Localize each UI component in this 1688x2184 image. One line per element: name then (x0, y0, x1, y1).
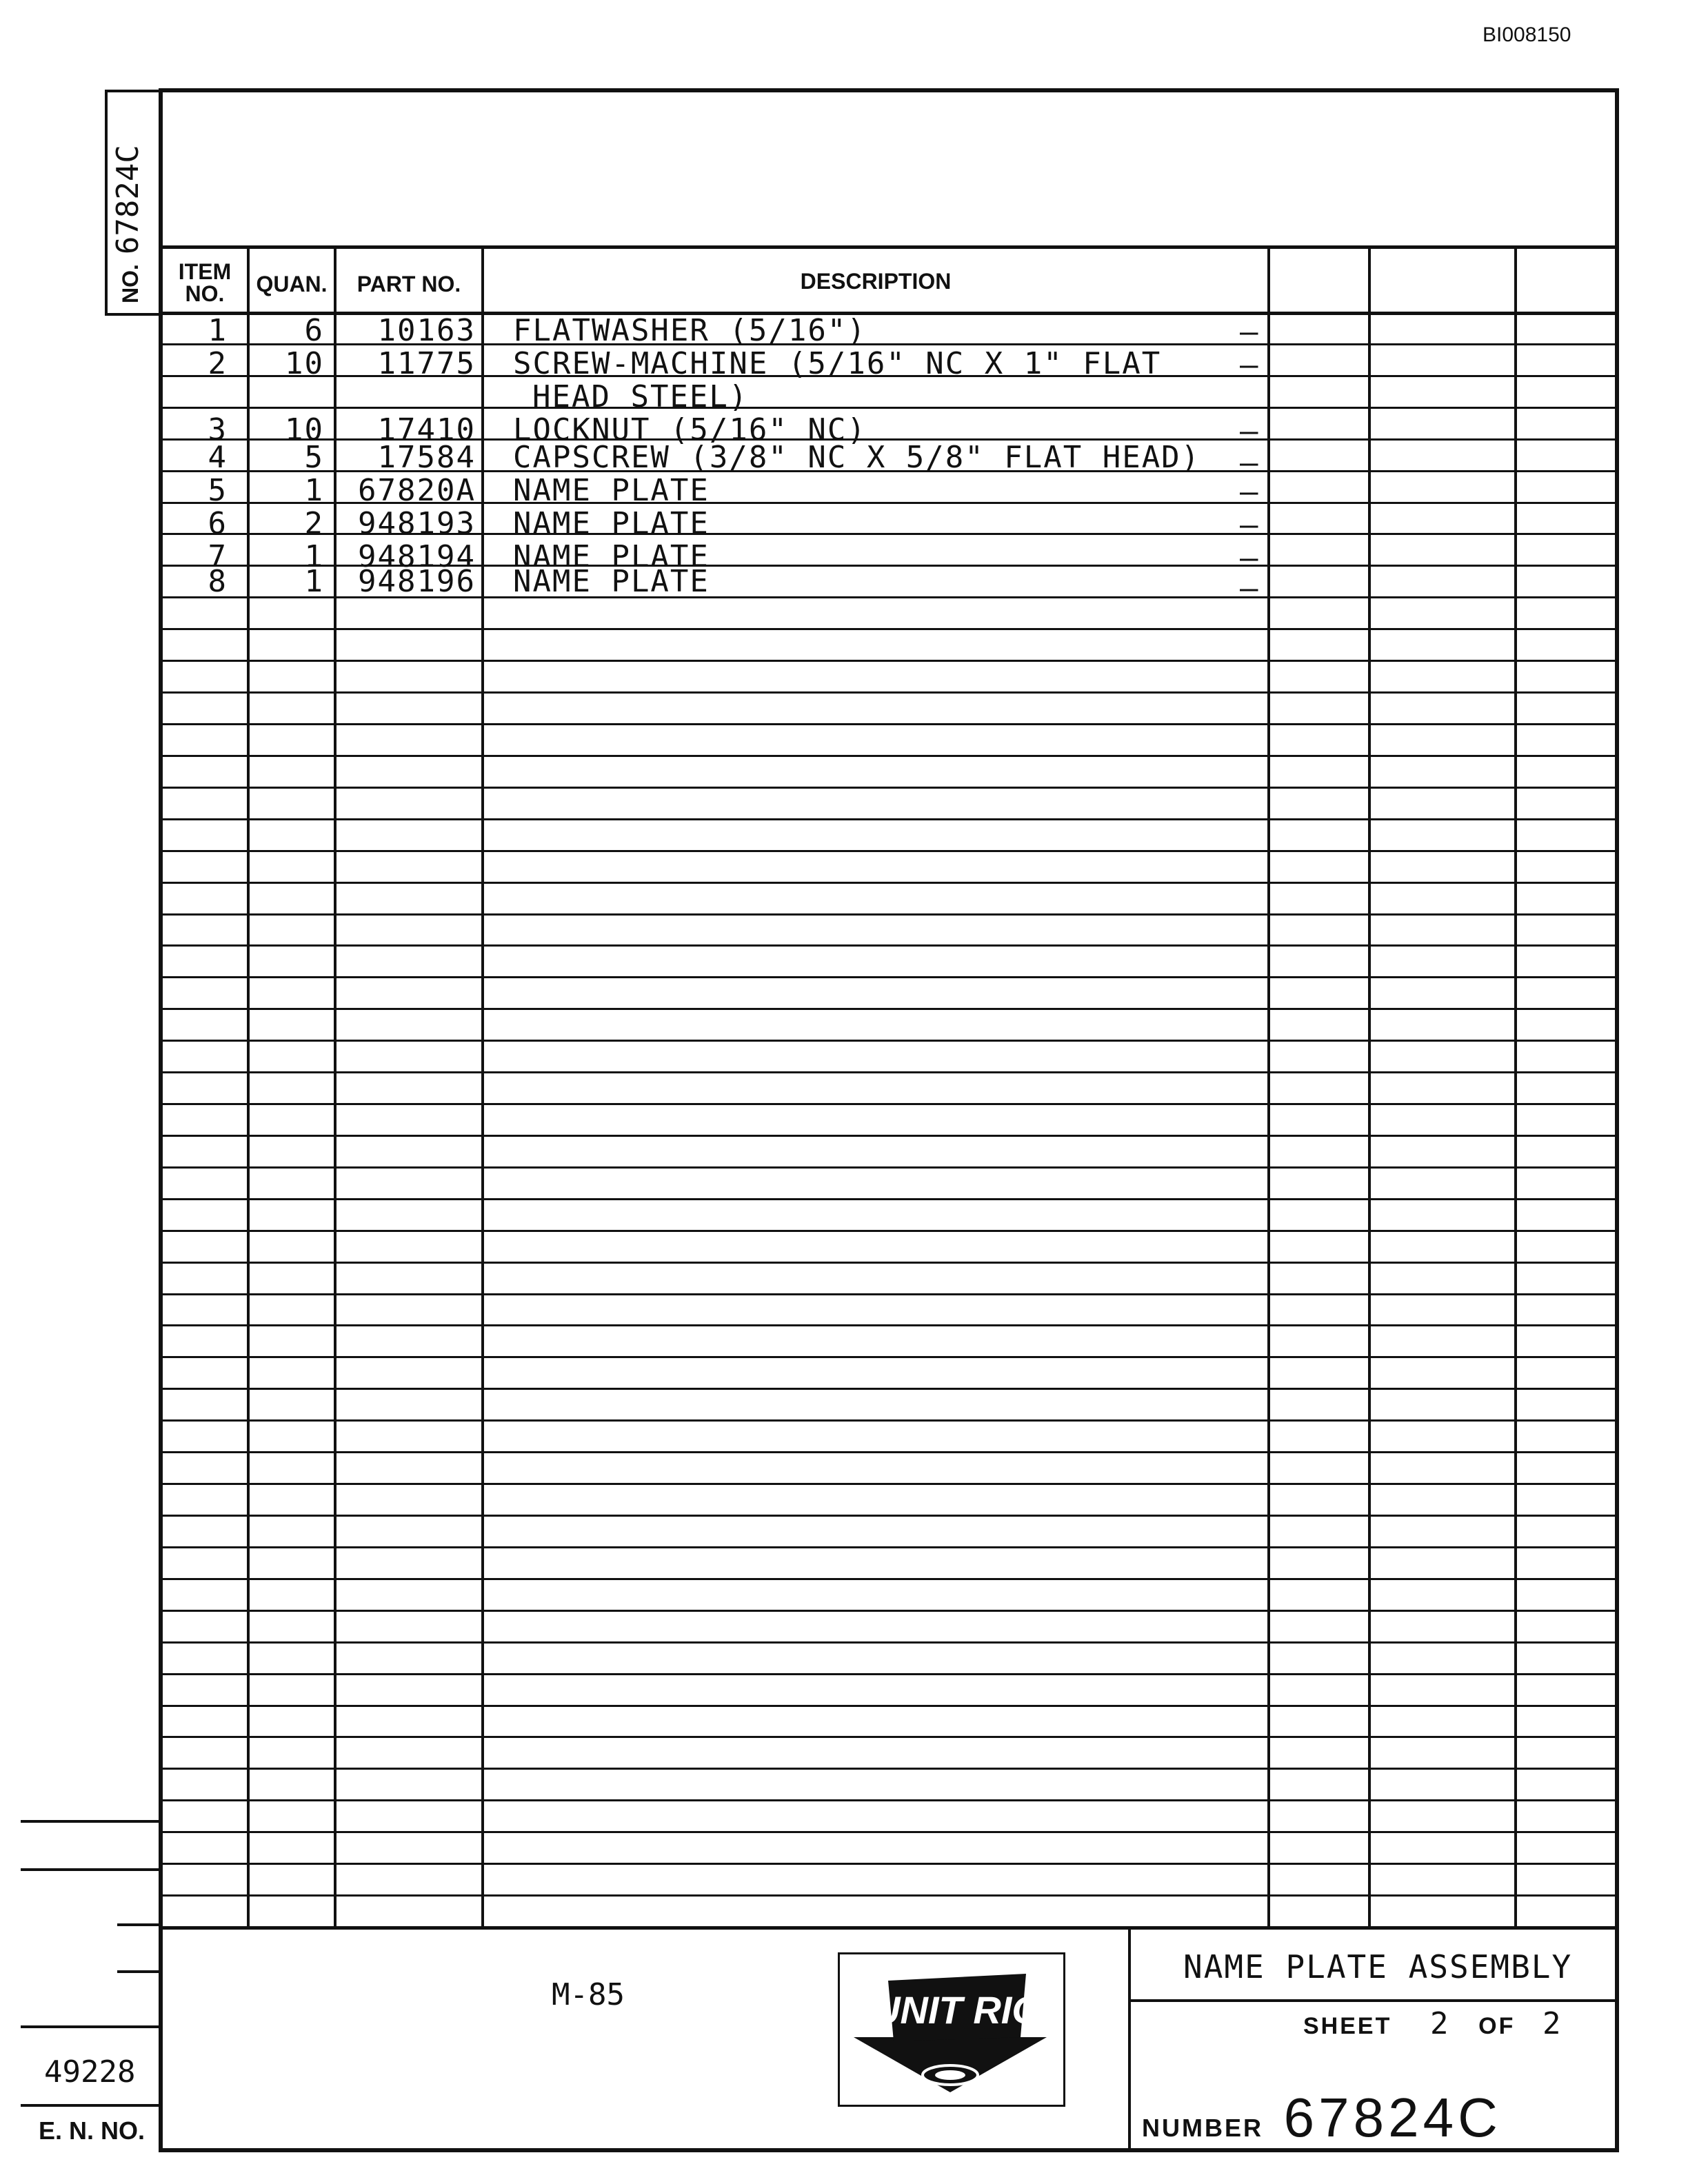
title-block-top-rule (159, 1926, 1619, 1930)
row-mark: — (1240, 540, 1258, 576)
sheet-number: 2 (1430, 2006, 1449, 2041)
description: LOCKNUT (5/16" NC) (513, 412, 867, 447)
row-mark: — (1240, 347, 1258, 383)
quantity: 10 (285, 346, 324, 381)
row-rule (163, 660, 1619, 662)
row-rule (163, 1198, 1619, 1200)
row-rule (163, 944, 1619, 947)
side-drawing-number (110, 90, 145, 303)
en-column-rule (159, 1820, 161, 2152)
quantity: 10 (285, 412, 324, 447)
item-no: 3 (208, 412, 228, 447)
revision-line (21, 2104, 160, 2107)
row-rule (163, 1483, 1619, 1485)
header-item-line2: NO. (185, 281, 225, 306)
header-item-line1: ITEM (178, 259, 232, 284)
row-rule (163, 755, 1619, 757)
part-number: 948196 (358, 564, 476, 599)
row-rule (163, 1071, 1619, 1073)
header-item-no (163, 261, 247, 305)
quantity: 2 (304, 506, 324, 541)
row-rule (163, 1419, 1619, 1422)
row-rule (163, 1262, 1619, 1264)
quantity: 6 (304, 313, 324, 348)
header-part-no: PART NO. (356, 272, 461, 296)
side-number-prefix: NO. (118, 264, 143, 303)
title-block-mid-rule (1128, 1999, 1619, 2002)
header-quan: QUAN. (256, 272, 328, 296)
row-mark: — (1240, 314, 1258, 350)
model-number: M-85 (552, 1977, 625, 2012)
row-rule (163, 1799, 1619, 1801)
row-rule (163, 1673, 1619, 1675)
item-no: 8 (208, 564, 228, 599)
row-mark: — (1240, 474, 1258, 509)
row-rule (163, 1008, 1619, 1010)
row-rule (163, 787, 1619, 789)
row-rule (163, 1831, 1619, 1833)
description: CAPSCREW (3/8" NC X 5/8" FLAT HEAD) (513, 440, 1201, 475)
part-number: 17584 (377, 440, 476, 475)
row-rule (163, 691, 1619, 694)
row-rule (163, 913, 1619, 916)
part-number: 948193 (358, 506, 476, 541)
row-rule (163, 1324, 1619, 1326)
row-rule (163, 1356, 1619, 1358)
description: SCREW-MACHINE (5/16" NC X 1" FLAT (513, 346, 1162, 381)
row-rule (163, 1515, 1619, 1517)
description: NAME PLATE (513, 473, 710, 508)
sheet-total: 2 (1543, 2006, 1561, 2041)
engineering-number: 49228 (44, 2054, 136, 2090)
row-rule (163, 407, 1619, 409)
drawing-title: NAME PLATE ASSEMBLY (1183, 1948, 1573, 1985)
row-mark: — (1240, 445, 1258, 481)
quantity: 5 (304, 440, 324, 475)
item-no: 7 (208, 539, 228, 574)
row-rule (163, 818, 1619, 820)
row-rule (163, 1578, 1619, 1580)
item-no: 4 (208, 440, 228, 475)
part-number: 10163 (377, 313, 476, 348)
drawing-number-block (1142, 2086, 1502, 2150)
description: NAME PLATE (513, 539, 710, 574)
row-rule (163, 1135, 1619, 1137)
row-rule (163, 1040, 1619, 1042)
item-no: 2 (208, 346, 228, 381)
row-rule (163, 1546, 1619, 1548)
row-mark: — (1240, 507, 1258, 543)
logo-text: UNIT RIG (872, 1988, 1042, 2032)
revision-line (117, 1970, 160, 1973)
row-rule (163, 1388, 1619, 1390)
row-rule (163, 1103, 1619, 1105)
title-block-divider (1128, 1926, 1131, 2152)
revision-line (21, 1820, 160, 1823)
header-top-rule (159, 245, 1619, 249)
revision-line (21, 2025, 160, 2028)
engineering-number-label: E. N. NO. (39, 2116, 145, 2145)
part-number: 948194 (358, 539, 476, 574)
drawing-number: 67824C (1283, 2087, 1502, 2148)
row-rule (163, 1610, 1619, 1612)
revision-line (21, 1868, 160, 1871)
revision-line (117, 1923, 160, 1926)
description: NAME PLATE (513, 564, 710, 599)
row-rule (163, 1736, 1619, 1738)
row-rule (163, 1166, 1619, 1169)
quantity: 1 (304, 473, 324, 508)
unit-rig-logo-icon (840, 1954, 1063, 2105)
side-number-value: 67824C (110, 145, 145, 255)
sheet-info (1303, 2006, 1561, 2041)
row-rule (163, 723, 1619, 725)
part-number: 67820A (358, 473, 476, 508)
part-number: 11775 (377, 346, 476, 381)
row-rule (163, 882, 1619, 884)
row-rule (163, 628, 1619, 630)
row-rule (163, 1230, 1619, 1232)
row-rule (163, 1293, 1619, 1295)
row-rule (163, 1641, 1619, 1644)
row-rule (163, 1768, 1619, 1770)
row-rule (163, 1863, 1619, 1865)
company-logo (838, 1952, 1065, 2107)
drawing-frame (159, 88, 1619, 2152)
part-number: 17410 (377, 412, 476, 447)
row-mark: — (1240, 571, 1258, 606)
header-description: DESCRIPTION (800, 269, 952, 294)
number-label: NUMBER (1142, 2114, 1263, 2142)
quantity: 1 (304, 564, 324, 599)
of-label: OF (1478, 2013, 1516, 2039)
row-rule (163, 1451, 1619, 1453)
item-no: 1 (208, 313, 228, 348)
description: FLATWASHER (5/16") (513, 313, 867, 348)
row-rule (163, 850, 1619, 852)
sheet-label: SHEET (1303, 2013, 1392, 2039)
document-id: BI008150 (1483, 23, 1571, 46)
item-no: 5 (208, 473, 228, 508)
row-mark: — (1240, 414, 1258, 449)
description-continued: HEAD STEEL) (532, 379, 749, 414)
row-rule (163, 1705, 1619, 1707)
quantity: 1 (304, 539, 324, 574)
side-label-bottom-rule (105, 313, 160, 316)
row-rule (163, 976, 1619, 978)
row-rule (163, 1894, 1619, 1897)
item-no: 6 (208, 506, 228, 541)
description: NAME PLATE (513, 506, 710, 541)
